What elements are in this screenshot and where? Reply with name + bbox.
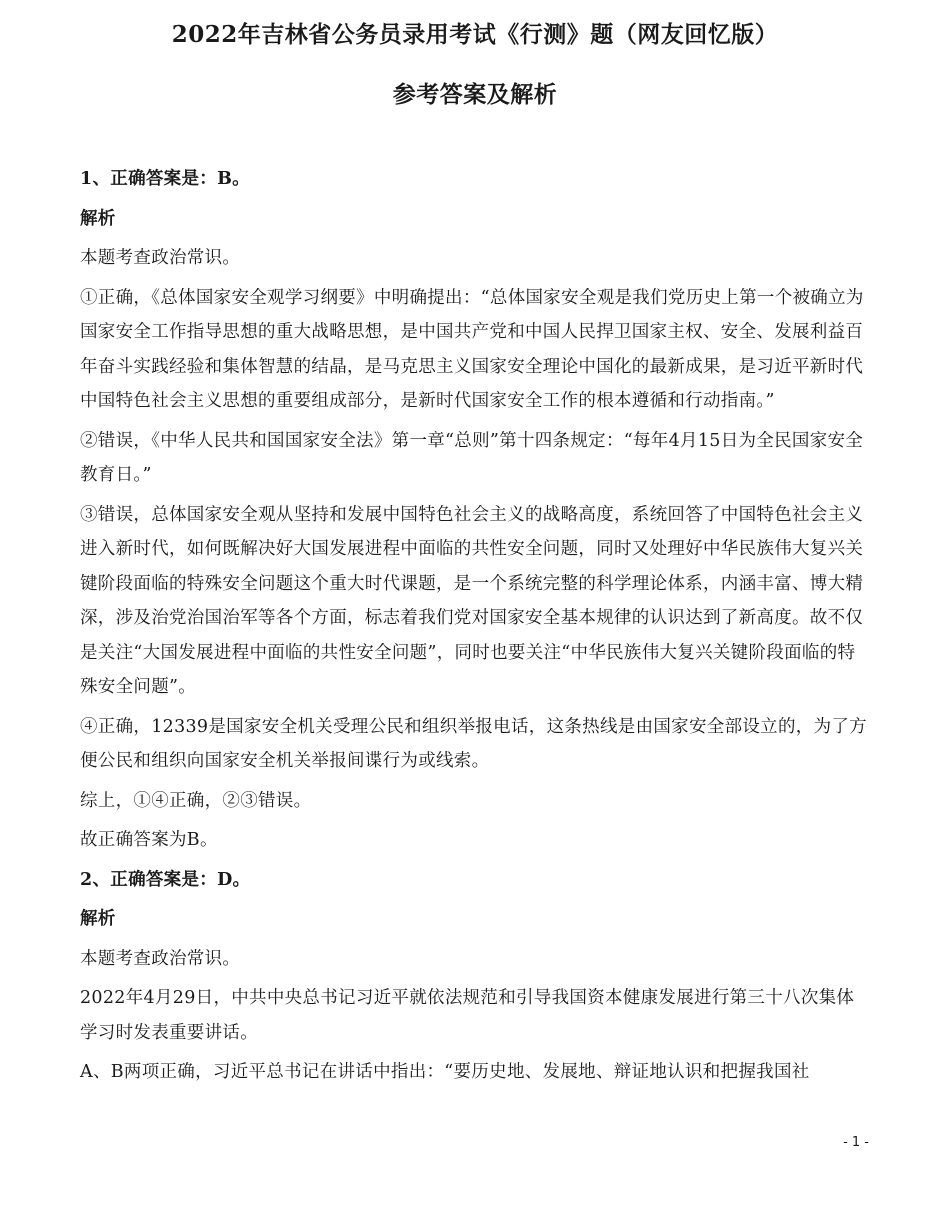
answer-1-intro: 本题考查政治常识。 [80, 248, 241, 268]
answer-1-analysis-label: 解析 [80, 208, 116, 229]
answer-1-paragraph: ①正确，《总体国家安全观学习纲要》中明确提出：“总体国家安全观是我们党历史上第一个被确立为国家安全工作指导思想的重大战略思想，是中国共产党和中国人民捍卫国家主权、安全、发展利益百年奋斗实践经验和集体智慧的结晶，是马克思主义国家安全理论中国化的最新成果，是习近平新时代中国特色社会主义思想的重要组成部分，是新时代国家安全工作的根本遵循和行动指南。” [80, 287, 864, 411]
answer-1-paragraph: ②错误，《中华人民共和国国家安全法》第一章“总则”第十四条规定：“每年4月15日为全民国家安全教育日。” [80, 430, 864, 485]
document-subtitle: 参考答案及解析 [392, 81, 558, 108]
answer-2-intro: 本题考查政治常识。 [80, 948, 241, 969]
answer-1-paragraph: ④正确，12339是国家安全机关受理公民和组织举报电话，这条热线是由国家安全部设立的，为了方便公民和组织向国家安全机关举报间谍行为或线索。 [80, 716, 867, 771]
answer-2-heading: 2、正确答案是：D。 [80, 869, 251, 890]
answer-2-paragraph: A、B两项正确，习近平总书记在讲话中指出：“要历史地、发展地、辩证地认识和把握我国社 [80, 1062, 810, 1082]
answer-1-heading: 1、正确答案是：B。 [80, 169, 250, 189]
answer-2-analysis-label: 解析 [80, 909, 116, 929]
answer-1-conclusion: 故正确答案为B。 [80, 830, 218, 850]
document-title: 2022年吉林省公务员录用考试《行测》题（网友回忆版） [171, 21, 779, 48]
page-number: - 1 - [843, 1135, 869, 1150]
answer-1-paragraph: ③错误，总体国家安全观从坚持和发展中国特色社会主义的战略高度，系统回答了中国特色社会主义进入新时代，如何既解决好大国发展进程中面临的共性安全问题，同时又处理好中华民族伟大复兴关键阶段面临的特殊安全问题这个重大时代课题，是一个系统完整的科学理论体系，内涵丰富、博大精深，涉及治党治国治军等各个方面，标志着我们党对国家安全基本规律的认识达到了新高度。故不仅是关注“大国发展进程中面临的共性安全问题”，同时也要关注“中华民族伟大复兴关键阶段面临的特殊安全问题”。 [80, 504, 864, 697]
answer-1-summary: 综上，①④正确，②③错误。 [80, 790, 312, 811]
document-body [80, 162, 872, 1090]
answer-2-paragraph: 2022年4月29日，中共中央总书记习近平就依法规范和引导我国资本健康发展进行第三十八次集体学习时发表重要讲话。 [80, 988, 855, 1043]
